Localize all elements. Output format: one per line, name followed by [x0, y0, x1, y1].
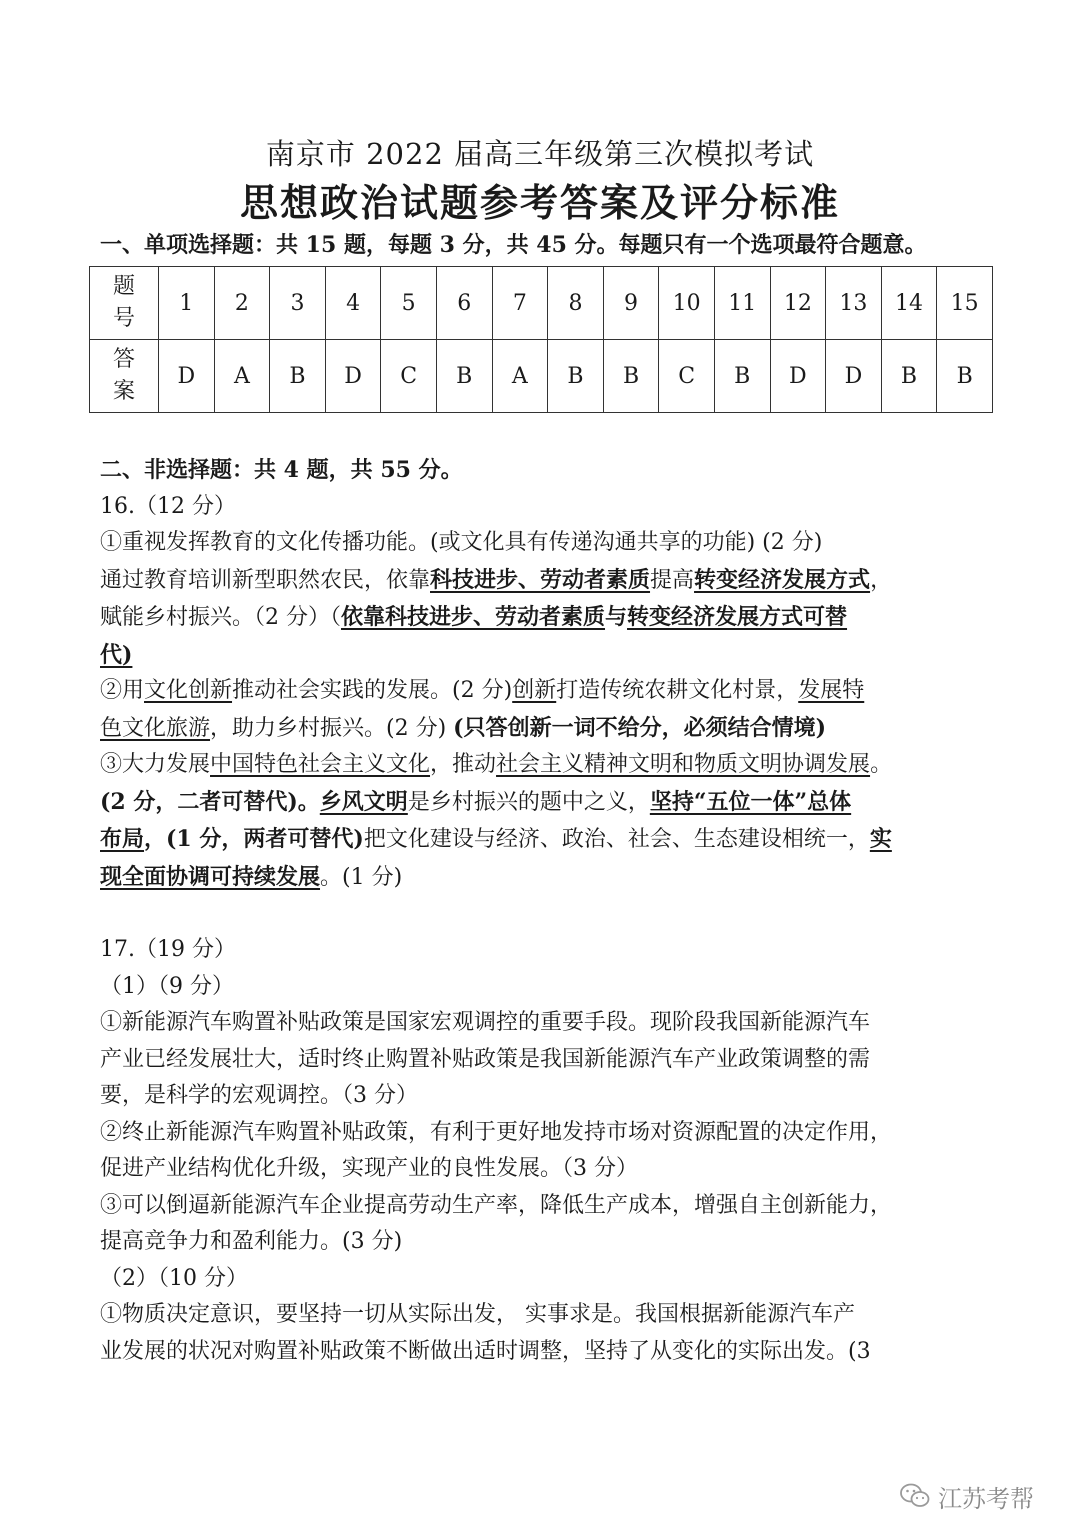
text-run: 提高 — [650, 567, 695, 593]
section1-total: 45 — [536, 232, 567, 258]
q16-line-5 — [100, 673, 990, 710]
section1-tail: 分。每题只有一个选项最符合题意。 — [566, 232, 927, 258]
q17-part1-heading: （1）（9 分） — [100, 973, 234, 999]
q17-part1-line-2: 产业已经发展壮大，适时终止购置补贴政策是我国新能源汽车产业政策调整的需 — [100, 1046, 871, 1072]
wechat-icon — [900, 1483, 930, 1509]
section1-heading — [100, 228, 1000, 259]
q17-part1-line-6: ③可以倒逼新能源汽车企业提高劳动生产率，降低生产成本，增强自主创新能力， — [100, 1192, 893, 1218]
underlined-keyword: 科技进步、劳动者素质 — [430, 566, 651, 593]
answer-key-title: 思想政治试题参考答案及评分标准 — [239, 180, 840, 225]
section1-mid1: 题，每题 — [336, 232, 440, 258]
table-cell-number: 6 — [436, 267, 492, 340]
table-cell-number: 11 — [714, 267, 770, 340]
table-cell-number: 3 — [270, 267, 326, 340]
table-cell-answer: B — [436, 340, 492, 413]
section1-per-score: 3 — [439, 232, 455, 258]
section2-total: 55 — [380, 457, 411, 483]
table-cell-number: 2 — [214, 267, 270, 340]
table-cell-number: 1 — [159, 267, 215, 340]
q17-part1-line-5: 促进产业结构优化升级，实现产业的良性发展。（3 分） — [100, 1156, 638, 1181]
row-label-answer: 答 案 — [90, 340, 159, 413]
table-cell-answer: B — [881, 340, 937, 413]
table-cell-answer: B — [270, 340, 326, 413]
table-cell-number: 10 — [659, 267, 715, 340]
section2-lead: 二、非选择题：共 — [100, 457, 284, 483]
underlined-keyword: 布局 — [100, 826, 145, 852]
table-cell-answer: D — [770, 340, 826, 413]
spacer — [100, 896, 990, 932]
table-cell-answer: B — [548, 340, 604, 413]
section2-mid: 题，共 — [298, 457, 381, 483]
section1-count: 15 — [305, 232, 337, 258]
underlined-keyword: 坚持“五位一体”总体 — [649, 788, 852, 815]
underlined-keyword: 中国特色社会主义文化 — [210, 752, 431, 777]
table-cell-answer: C — [659, 340, 715, 413]
q16-line-2 — [100, 562, 990, 600]
q17-part1-line-3: 要，是科学的宏观调控。（3 分） — [100, 1083, 418, 1108]
table-cell-answer: A — [214, 340, 270, 413]
text-run: 与 — [605, 604, 628, 630]
underlined-keyword: 文化创新 — [144, 678, 233, 703]
table-cell-number: 7 — [492, 267, 548, 340]
table-cell-number: 4 — [325, 267, 381, 340]
section2-count: 4 — [283, 457, 299, 483]
q16-line-9 — [100, 821, 990, 859]
table-cell-answer: D — [325, 340, 381, 413]
text-run: ，推动 — [430, 752, 497, 777]
q17-part1-line-1: ①新能源汽车购置补贴政策是国家宏观调控的重要手段。现阶段我国新能源汽车 — [100, 1010, 871, 1035]
q17-part2-heading: （2）（10 分） — [100, 1265, 248, 1291]
answer-body — [100, 452, 990, 1370]
underlined-keyword: 色文化旅游 — [100, 715, 211, 741]
text-run: ③大力发展 — [100, 752, 211, 777]
exam-title: 南京市 2022 届高三年级第三次模拟考试 — [265, 137, 815, 171]
q17-heading: 17.（19 分） — [100, 937, 236, 962]
section1-mid2: 分，共 — [454, 232, 537, 258]
table-cell-number: 13 — [826, 267, 882, 340]
section2-heading — [100, 452, 990, 489]
answer-row — [90, 340, 993, 413]
q16-line-4: 代) — [100, 641, 133, 668]
watermark-text: 江苏考帮 — [938, 1484, 1034, 1513]
table-cell-answer: C — [381, 340, 437, 413]
underlined-keyword: 乡风文明 — [319, 788, 408, 815]
underlined-keyword: 实 — [869, 826, 892, 852]
text-run: ②用 — [100, 678, 145, 703]
table-cell-number: 8 — [548, 267, 604, 340]
q16-line-7 — [100, 747, 990, 784]
underlined-keyword: 依靠科技进步、劳动者素质 — [341, 604, 606, 630]
scoring-note: (只答创新一词不给分，必须结合情境) — [453, 714, 826, 741]
q17-part2-line-2: 业发展的状况对购置补贴政策不断做出适时调整，坚持了从变化的实际出发。(3 — [100, 1338, 871, 1364]
section2-tail: 分。 — [410, 457, 463, 483]
text-run: 把文化建设与经济、政治、社会、生态建设相统一， — [363, 827, 870, 852]
section1-lead: 一、单项选择题：共 — [100, 232, 306, 258]
table-cell-answer: D — [159, 340, 215, 413]
table-cell-answer: B — [714, 340, 770, 413]
table-cell-number: 9 — [603, 267, 659, 340]
text-run: 打造传统农耕文化村景， — [556, 678, 799, 703]
text-run: 。 — [870, 752, 893, 777]
q16-line-10 — [100, 859, 990, 897]
underlined-keyword: 创新 — [512, 678, 557, 703]
text-run: 是乡村振兴的题中之义， — [407, 789, 650, 815]
question-number-row — [90, 267, 993, 340]
row-label-number: 题 号 — [90, 267, 159, 340]
underlined-keyword: 转变经济发展方式 — [694, 566, 871, 593]
scoring-note: (2 分，二者可替代)。 — [100, 788, 320, 815]
q16-line-6 — [100, 710, 990, 748]
watermark — [900, 1478, 1070, 1514]
answer-table — [89, 266, 993, 413]
table-cell-answer: A — [492, 340, 548, 413]
table-cell-number: 15 — [937, 267, 993, 340]
table-cell-number: 5 — [381, 267, 437, 340]
table-cell-number: 12 — [770, 267, 826, 340]
table-cell-answer: B — [603, 340, 659, 413]
text-run: 。(1 分) — [320, 864, 403, 890]
q17-part1-line-7: 提高竞争力和盈利能力。(3 分) — [100, 1229, 403, 1254]
q16-line-8 — [100, 784, 990, 822]
q17-part1-line-4: ②终止新能源汽车购置补贴政策，有利于更好地发持市场对资源配置的决定作用， — [100, 1119, 893, 1145]
text-run: ， — [870, 567, 893, 593]
text-run: 通过教育培训新型职然农民，依靠 — [100, 567, 431, 593]
text-run: ，助力乡村振兴。(2 分) — [210, 715, 454, 741]
q16-line-3 — [100, 599, 990, 637]
q16-heading: 16.（12 分） — [100, 493, 236, 519]
text-run: 赋能乡村振兴。（2 分）（ — [100, 605, 341, 630]
underlined-keyword: 转变经济发展方式可替 — [627, 604, 848, 630]
q17-part2-line-1: ①物质决定意识，要坚持一切从实际出发， 实事求是。我国根据新能源汽车产 — [100, 1302, 855, 1327]
table-cell-number: 14 — [881, 267, 937, 340]
underlined-keyword: 现全面协调可持续发展 — [100, 863, 321, 890]
scoring-note: ，(1 分，两者可替代) — [144, 826, 364, 852]
underlined-keyword: 社会主义精神文明和物质文明协调发展 — [496, 752, 871, 777]
underlined-keyword: 发展特 — [798, 678, 865, 703]
q16-line-1: ①重视发挥教育的文化传播功能。(或文化具有传递沟通共享的功能) (2 分) — [100, 530, 823, 555]
text-run: 推动社会实践的发展。(2 分) — [232, 678, 513, 703]
table-cell-answer: D — [826, 340, 882, 413]
table-cell-answer: B — [937, 340, 993, 413]
